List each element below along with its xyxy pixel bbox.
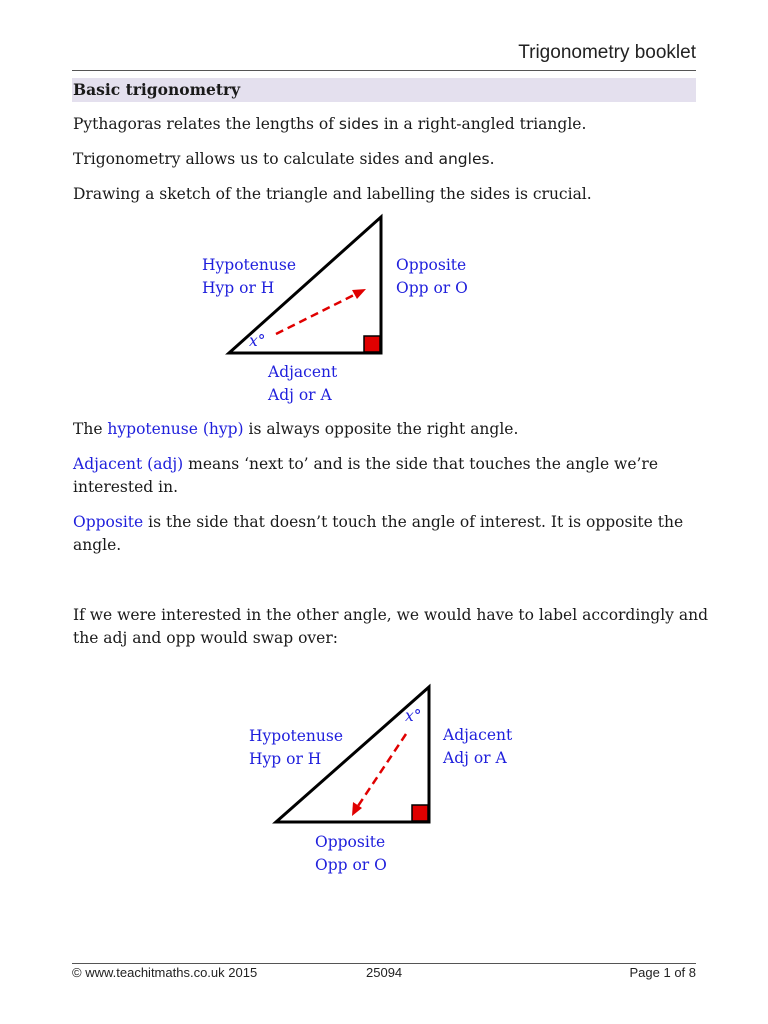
diagram2-opp-line1: Opposite — [315, 833, 386, 851]
diagram2-adj-line1: Adjacent — [443, 726, 513, 744]
para2-before: Trigonometry allows us to calculate sides and — [73, 150, 439, 168]
term-adjacent: Adjacent (adj) — [73, 455, 184, 473]
header-title: Trigonometry booklet — [518, 42, 696, 63]
section-title: Basic trigonometry — [73, 80, 241, 99]
diagram2-angle-label: x° — [405, 707, 422, 725]
para5-line2: interested in. — [73, 478, 178, 496]
footer-page-number: Page 1 of 8 — [629, 965, 696, 980]
para1-before: Pythagoras relates the lengths of — [73, 115, 339, 133]
diagram1-opp-line1: Opposite — [396, 256, 467, 274]
diagram2-hyp-line1: Hypotenuse — [249, 727, 344, 745]
para7-line1: If we were interested in the other angle, we would have to label accordingly and — [73, 606, 709, 624]
term-angles: angles — [438, 150, 490, 168]
footer-copyright: © www.teachitmaths.co.uk 2015 — [72, 965, 258, 980]
term-opposite: Opposite — [73, 513, 144, 531]
diagram2-opp-line2: Opp or O — [315, 856, 387, 874]
diagram2-opp-label — [315, 831, 387, 877]
diagram1-adj-line1: Adjacent — [268, 363, 338, 381]
footer-document-number: 25094 — [366, 965, 403, 980]
diagram1-adj-line2: Adj or A — [268, 386, 332, 404]
para4-before: The — [73, 420, 108, 438]
para6-after-line1: is the side that doesn’t touch the angle of interest. It is opposite the — [143, 513, 684, 531]
paragraph-sketch: Drawing a sketch of the triangle and labelling the sides is crucial. — [73, 185, 592, 203]
diagram2-adj-label — [443, 724, 512, 770]
diagram2-hyp-label — [249, 725, 343, 771]
diagram1-hyp-line2: Hyp or H — [202, 279, 275, 297]
term-sides: sides — [338, 115, 379, 133]
diagram2-adj-line2: Adj or A — [443, 749, 507, 767]
para6-line2: angle. — [73, 536, 122, 554]
diagram1-angle-label: x° — [249, 332, 266, 350]
para4-after: is always opposite the right angle. — [243, 420, 519, 438]
para1-after: in a right-angled triangle. — [378, 115, 587, 133]
para5-after-line1: means ‘next to’ and is the side that touches the angle we’re — [183, 455, 659, 473]
term-hypotenuse: hypotenuse (hyp) — [107, 420, 244, 438]
right-angle-marker-2 — [412, 805, 428, 821]
footer-rule — [72, 963, 696, 964]
diagram2-hyp-line2: Hyp or H — [249, 750, 322, 768]
para7-line2: the adj and opp would swap over: — [73, 629, 338, 647]
diagram1-opp-line2: Opp or O — [396, 279, 468, 297]
diagram1-hyp-line1: Hypotenuse — [202, 256, 297, 274]
para2-after: . — [489, 150, 495, 168]
